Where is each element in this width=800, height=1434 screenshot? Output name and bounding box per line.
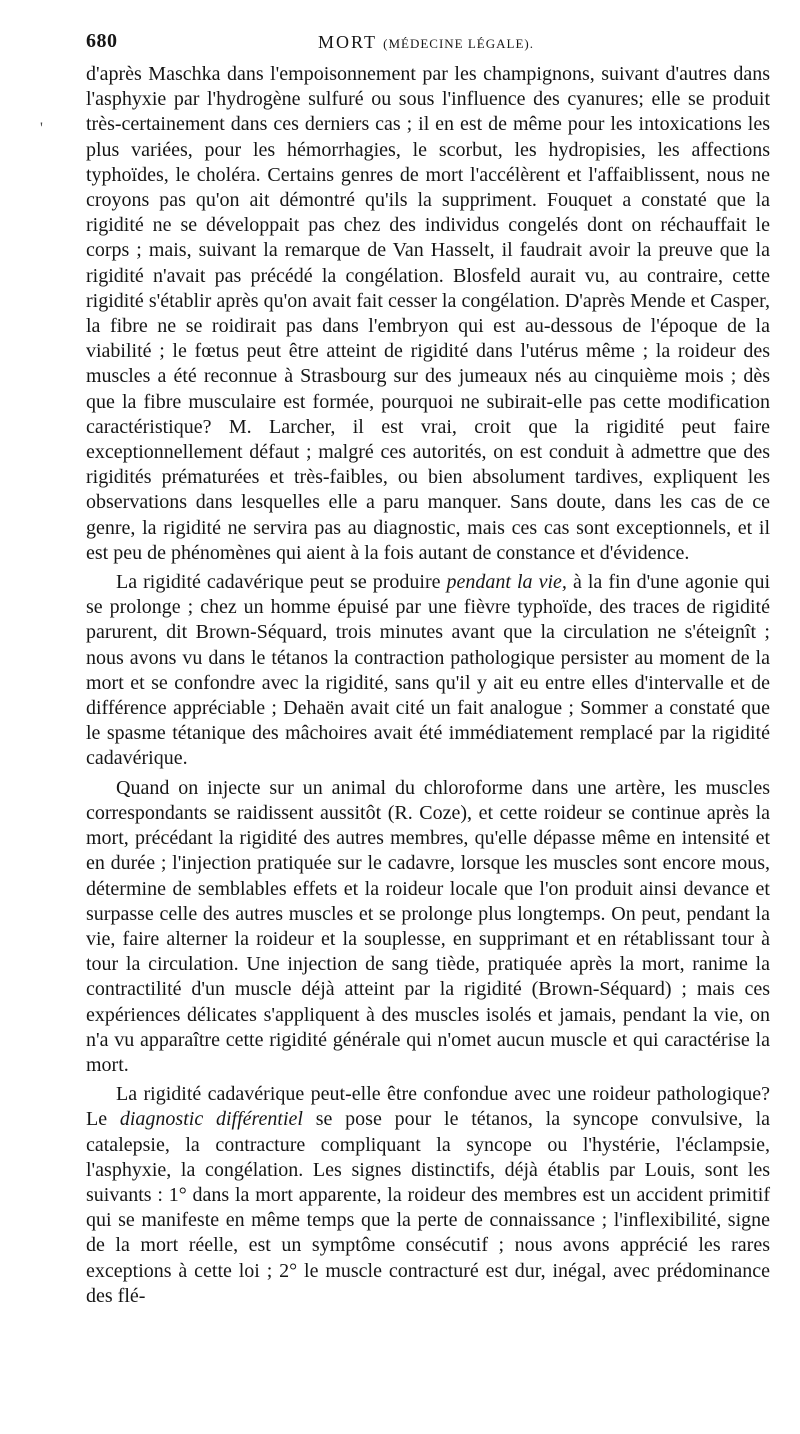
paragraph-4-emphasis: diagnostic différentiel (119, 1108, 303, 1131)
running-title (86, 32, 766, 53)
paragraph-1 (86, 62, 770, 566)
running-title-main: MORT (318, 32, 377, 52)
paragraph-3 (86, 776, 770, 1078)
paragraph-2-text-a: La rigidité cadavérique peut se produire (116, 571, 447, 594)
paragraph-3-text: Quand on injecte sur un animal du chloroforme dans une artère, les muscles correspondants se raidissent aussitôt (R. Coze), et cette roideur se continue après la mort, précédant la rigidité des autres membres, qu'elle dépasse même en intensité et en durée ; l'injection pratiquée sur le cadavre, lorsque les muscles sont encore mous, détermine de semblables effets et la roideur locale que l'on produit ainsi devance et surpasse celle des autres muscles et se prolonge plus longtemps. On peut, pendant la vie, faire alterner la roideur et la souplesse, en supprimant et en rétablissant tour à tour la circulation. Une injection de sang tiède, pratiquée après la mort, ranime la contractilité d'un muscle déjà atteint par la rigidité (Brown-Séquard) ; mais ces expériences délicates s'appliquent à des muscles isolés et jamais, pendant la vie, on n'a vu apparaître cette rigidité générale qui n'omet aucun muscle et qui caractérise la mort. (86, 776, 770, 1076)
paragraph-2-text-b: à la fin d'une agonie qui se prolonge ; chez un homme épuisé par une fièvre typhoïde, des traces de rigidité parurent, dit Brown-Séquard, trois minutes avant que la circulation ne s'éteignît ; nous avons vu dans le tétanos la contraction pathologique persister au moment de la mort et se confondre avec la rigidité, sans qu'il y ait eu entre elles d'intervalle et de différence appréciable ; Dehaën avait cité un fait analogue ; Sommer a constaté que le spasme tétanique des mâchoires avait été immédiatement remplacé par la rigidité cadavérique. (86, 571, 770, 770)
page-number: 680 (86, 30, 118, 52)
paragraph-2-emphasis: pendant la vie, (446, 571, 567, 594)
margin-mark: ' (40, 120, 43, 137)
body-text (86, 62, 770, 1309)
paragraph-4-text-b: se pose pour le tétanos, la syncope convulsive, la catalepsie, la contracture compliquant la syncope ou l'hystérie, l'éclampsie, l'asphyxie, la congélation. Les signes distinctifs, déjà établis par Louis, sont les suivants : 1° dans la mort apparente, la roideur des membres est un accident primitif qui se manifeste en même temps que la perte de connaissance ; l'inflexibilité, signe de la mort réelle, est un symptôme consécutif ; nous avons apprécié les rares exceptions à cette loi ; 2° le muscle contracturé est dur, inégal, avec prédominance des flé- (86, 1108, 771, 1307)
running-title-sub: (MÉDECINE LÉGALE). (383, 36, 534, 51)
running-head (86, 30, 766, 60)
paragraph-2 (86, 570, 770, 772)
paragraph-4 (86, 1082, 770, 1309)
paragraph-4-text-a: La rigidité cadavérique peut-elle être confondue avec une roideur pathologique? Le (86, 1083, 770, 1131)
paragraph-1-text: d'après Maschka dans l'empoisonnement par les champignons, suivant d'autres dans l'asphyxie par l'hydrogène sulfuré ou sous l'influence des cyanures; elle se produit très-certainement dans ces derniers cas ; il en est de même pour les intoxications les plus variées, pour les hémorrhagies, le scorbut, les hydropisies, les affections typhoïdes, le choléra. Certains genres de mort l'accélèrent et l'affaiblissent, nous ne croyons pas qu'on ait démontré qu'ils la suppriment. Fouquet a constaté que la rigidité ne se développait pas chez des individus congelés dont on réchauffait le corps ; mais, suivant la remarque de Van Hasselt, il faudrait avoir la preuve que la rigidité n'avait pas précédé la congélation. Blosfeld aurait vu, au contraire, cette rigidité s'établir après qu'on avait fait cesser la congélation. D'après Mende et Casper, la fibre ne se roidirait pas dans l'embryon qui est au-dessous de l'époque de la viabilité ; le fœtus peut être atteint de rigidité dans l'utérus même ; la roideur des muscles a été reconnue à Strasbourg sur des jumeaux nés au cinquième mois ; dès que la fibre musculaire est formée, pourquoi ne subirait-elle pas cette modification caractéristique? M. Larcher, il est vrai, croit que la rigidité peut faire exceptionnellement défaut ; malgré ces autorités, on est conduit à admettre que des rigidités prématurées et très-faibles, ou bien absolument tardives, expliquent les observations dans lesquelles elle a paru manquer. Sans doute, dans les cas de ce genre, la rigidité ne servira pas au diagnostic, mais ces cas sont exceptionnels, et il est peu de phénomènes qui aient à la fois autant de constance et d'évidence. (86, 63, 770, 564)
